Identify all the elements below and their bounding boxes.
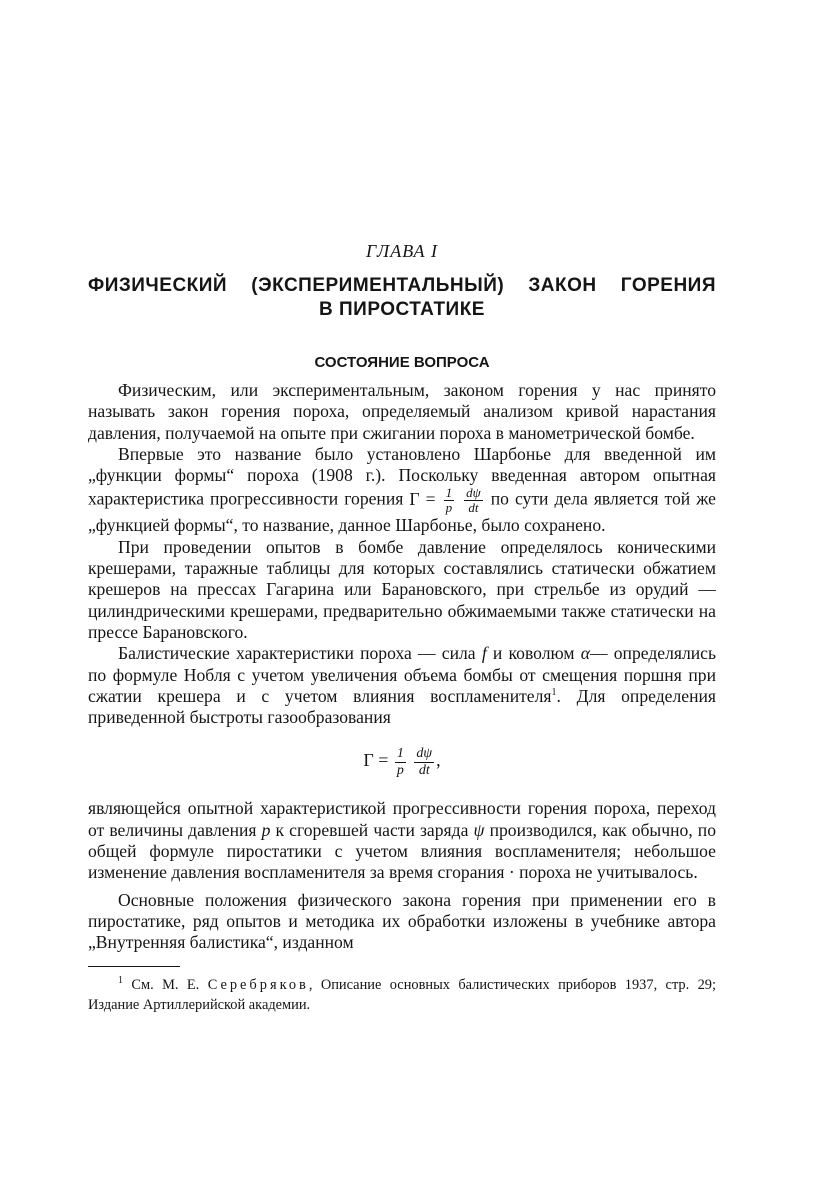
paragraph-3: При проведении опытов в бомбе давление определялось коническими крешерами, таражные таблицы для которых составлялись статически обжатием крешеров на прессах Гагарина или Барановского, при стрельбе из орудий — цилиндрическими крешерами, предварительно обжимаемыми также статически на прессе Барановского. [88, 536, 716, 642]
display-fraction-dpsi-dt [414, 746, 434, 779]
paragraph-2 [88, 444, 716, 537]
fraction-denominator: p [396, 762, 404, 778]
footnote [88, 975, 716, 1015]
fraction-numerator: dψ [416, 745, 433, 761]
section-heading: СОСТОЯНИЕ ВОПРОСА [314, 354, 490, 371]
chapter-heading: ГЛАВА I [366, 241, 438, 261]
display-formula [88, 738, 716, 782]
paragraph-5-text-c: производился, как обычно, по общей формуле пиростатики с учетом влияния воспламенителя; небольшое изменение давления воспламенителя за время сгорания · пороха не учитывалось. [88, 819, 717, 883]
display-fraction-1-over-p [395, 746, 406, 779]
fraction-1-over-p [444, 486, 455, 515]
footnote-text: , Описание основных балистических приборов 1937, стр. 29; Издание Артиллерийской академии. [88, 976, 716, 1013]
display-equals: = [378, 750, 389, 771]
paragraph-5 [88, 798, 716, 883]
paragraph-5-text-a: являющейся опытной характеристикой прогрессивности горения пороха, переход от величины давления [88, 798, 716, 840]
footnote-divider [88, 966, 180, 967]
paragraph-6: Основные положения физического закона горения при применении его в пиростатике, ряд опытов и методика их обработки изложены в учебнике автора „Внутренняя балистика“, изданном [88, 889, 716, 953]
fraction-denominator: dt [418, 762, 430, 778]
paragraph-4 [88, 643, 716, 728]
symbol-alpha: α [580, 643, 590, 664]
fraction-denominator: p [445, 500, 453, 516]
footnote-prefix: См. М. Е. [131, 976, 200, 993]
chapter-title-line2: В ПИРОСТАТИКЕ [319, 299, 485, 320]
paragraph-2-text-b: по сути дела является той же „функцией формы“, то название, данное Шарбонье, было сохранено. [88, 489, 716, 536]
inline-formula-gamma [409, 485, 490, 516]
document-page [88, 238, 716, 1015]
paragraph-4-text-a: Балистические характеристики пороха — сила [118, 643, 476, 664]
paragraph-4-text-d: . Для определения приведенной быстроты газообразования [88, 685, 716, 728]
display-comma: , [436, 750, 441, 771]
footnote-author: Серебряков [207, 976, 309, 993]
paragraph-5-text-b: к сгоревшей части заряда [275, 819, 469, 840]
paragraph-4-text-c: — определялись по формуле Нобля с учетом увеличения объема бомбы от смещения поршня при сжатии крешера и с учетом влияния воспламенителя [88, 643, 716, 706]
fraction-dpsi-dt [464, 486, 483, 515]
paragraph-2-text-a: Впервые это название было установлено Шарбонье для введенной им „функции формы“ пороха (1908 г.). Поскольку введенная автором опытная характеристика прогрессивности горения [88, 443, 716, 510]
fraction-numerator: 1 [396, 745, 404, 761]
chapter-title-line1: ФИЗИЧЕСКИЙ (ЭКСПЕРИМЕНТАЛЬНЫЙ) ЗАКОН ГОРЕНИЯ [88, 275, 716, 296]
display-gamma-symbol: Γ [363, 750, 374, 771]
paragraph-1: Физическим, или экспериментальным, законом горения у нас принято называть закон горения пороха, определяемый анализом кривой нарастания давления, получаемой на опыте при сжигании пороха в манометрической бомбе. [88, 380, 716, 443]
fraction-denominator: dt [468, 500, 479, 516]
paragraph-4-text-b: и коволюм [492, 643, 575, 664]
fraction-numerator: 1 [445, 485, 453, 501]
symbol-psi: ψ [473, 819, 485, 840]
formula-gamma-symbol: Γ [409, 489, 420, 510]
footnote-mark: 1 [118, 974, 123, 986]
symbol-p: p [261, 819, 271, 840]
fraction-numerator: dψ [466, 485, 481, 501]
footnote-reference: 1 [551, 687, 557, 698]
formula-equals: = [425, 489, 436, 510]
chapter-title [88, 274, 716, 322]
symbol-f: f [481, 643, 487, 664]
